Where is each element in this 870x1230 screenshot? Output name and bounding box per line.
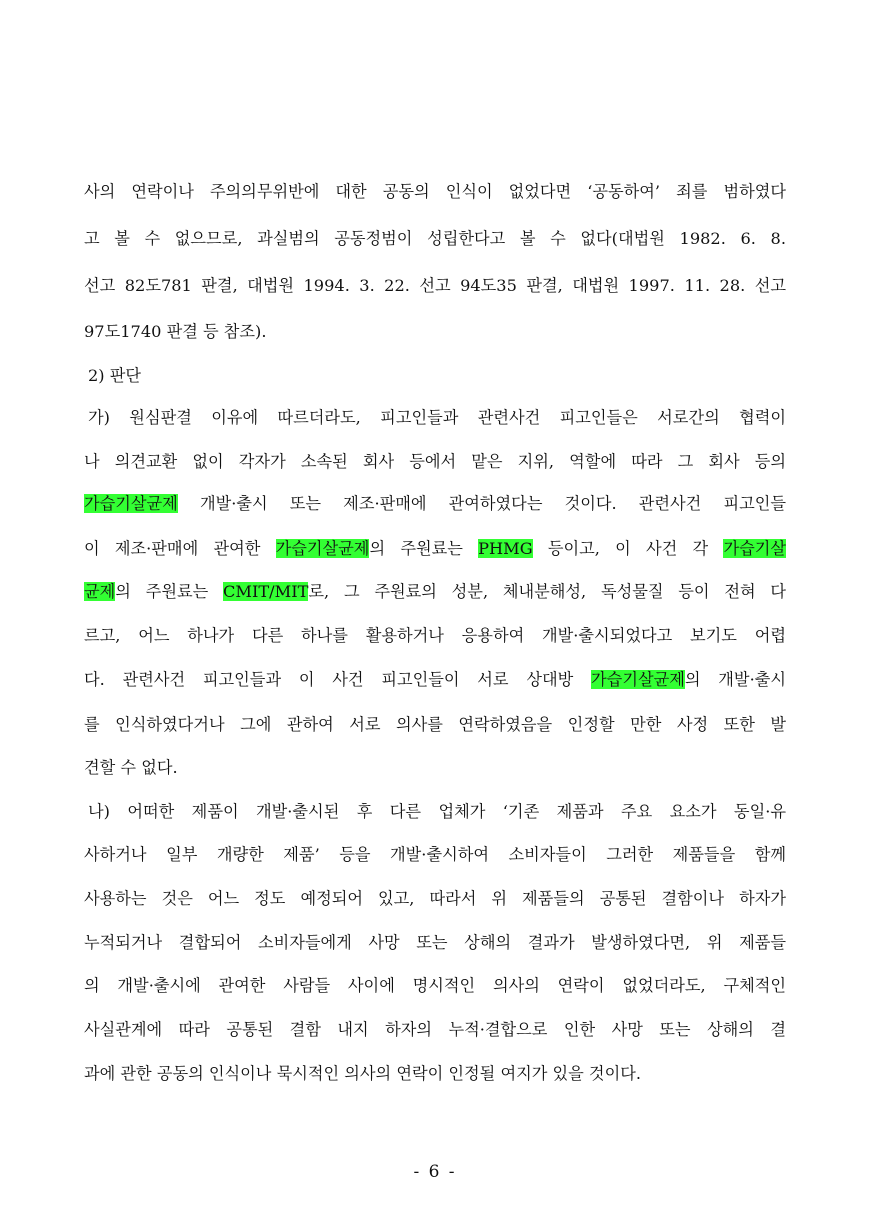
text-span: 의 주원료는 bbox=[369, 539, 479, 558]
text-span: 등이고, 이 사건 각 bbox=[532, 539, 724, 558]
highlighted-term: 균제 bbox=[84, 582, 116, 601]
text-span: 다. 관련사건 피고인들과 이 사건 피고인들이 서로 상대방 bbox=[84, 670, 592, 689]
text-line: 가) 원심판결 이유에 따르더라도, 피고인들과 관련사건 피고인들은 서로간의 협력이 bbox=[88, 408, 786, 427]
text-span: 개발·출시 또는 제조·판매에 관여하였다는 것이다. 관련사건 피고인들 bbox=[177, 494, 786, 513]
text-line bbox=[84, 490, 786, 518]
text-span: 의 개발·출시 bbox=[684, 670, 786, 689]
highlighted-term: 가습기살균제 bbox=[275, 539, 370, 558]
text-line: 사하거나 일부 개량한 제품’ 등을 개발·출시하여 소비자들이 그러한 제품들을 함께 bbox=[84, 845, 786, 864]
text-line: 나) 어떠한 제품이 개발·출시된 후 다른 업체가 ‘기존 제품과 주요 요소가 동일·유 bbox=[88, 802, 786, 821]
text-span: 로, 그 주원료의 성분, 체내분해성, 독성물질 등이 전혀 다 bbox=[308, 582, 786, 601]
text-span: 의 주원료는 bbox=[115, 582, 224, 601]
text-line: 나 의견교환 없이 각자가 소속된 회사 등에서 맡은 지위, 역할에 따라 그 회사 등의 bbox=[84, 452, 786, 471]
text-line: 의 개발·출시에 관여한 사람들 사이에 명시적인 의사의 연락이 없었더라도, 구체적인 bbox=[84, 976, 786, 995]
text-line bbox=[84, 578, 786, 606]
highlighted-term: 가습기살균제 bbox=[591, 670, 685, 689]
text-line: 선고 82도781 판결, 대법원 1994. 3. 22. 선고 94도35 판결, 대법원 1997. 11. 28. 선고 bbox=[84, 276, 786, 295]
text-line: 누적되거나 결합되어 소비자들에게 사망 또는 상해의 결과가 발생하였다면, 위 제품들 bbox=[84, 933, 786, 952]
text-line: 과에 관한 공동의 인식이나 묵시적인 의사의 연락이 인정될 여지가 있을 것이다. bbox=[84, 1064, 641, 1083]
text-line: 견할 수 없다. bbox=[84, 758, 178, 777]
text-line: 사실관계에 따라 공통된 결함 내지 하자의 누적·결합으로 인한 사망 또는 상해의 결 bbox=[84, 1020, 786, 1039]
text-line bbox=[84, 666, 786, 694]
text-line: 사의 연락이나 주의의무위반에 대한 공동의 인식이 없었다면 ‘공동하여’ 죄를 범하였다 bbox=[84, 182, 786, 201]
section-heading: 2) 판단 bbox=[88, 366, 142, 385]
highlighted-term: PHMG bbox=[478, 539, 533, 558]
text-line: 97도1740 판결 등 참조). bbox=[84, 322, 267, 341]
text-line: 고 볼 수 없으므로, 과실범의 공동정범이 성립한다고 볼 수 없다(대법원 1982. 6. 8. bbox=[84, 229, 786, 248]
highlighted-term: CMIT/MIT bbox=[223, 582, 309, 601]
text-line: 사용하는 것은 어느 정도 예정되어 있고, 따라서 위 제품들의 공통된 결함이나 하자가 bbox=[84, 889, 786, 908]
page-number: - 6 - bbox=[413, 1162, 457, 1182]
highlighted-term: 가습기살 bbox=[723, 539, 786, 558]
text-line: 를 인식하였다거나 그에 관하여 서로 의사를 연락하였음을 인정할 만한 사정 또한 발 bbox=[84, 715, 786, 734]
highlighted-term: 가습기살균제 bbox=[84, 494, 178, 513]
text-line: 르고, 어느 하나가 다른 하나를 활용하거나 응용하여 개발·출시되었다고 보기도 어렵 bbox=[84, 626, 786, 645]
text-span: 이 제조·판매에 관여한 bbox=[84, 539, 276, 558]
text-line bbox=[84, 535, 786, 563]
